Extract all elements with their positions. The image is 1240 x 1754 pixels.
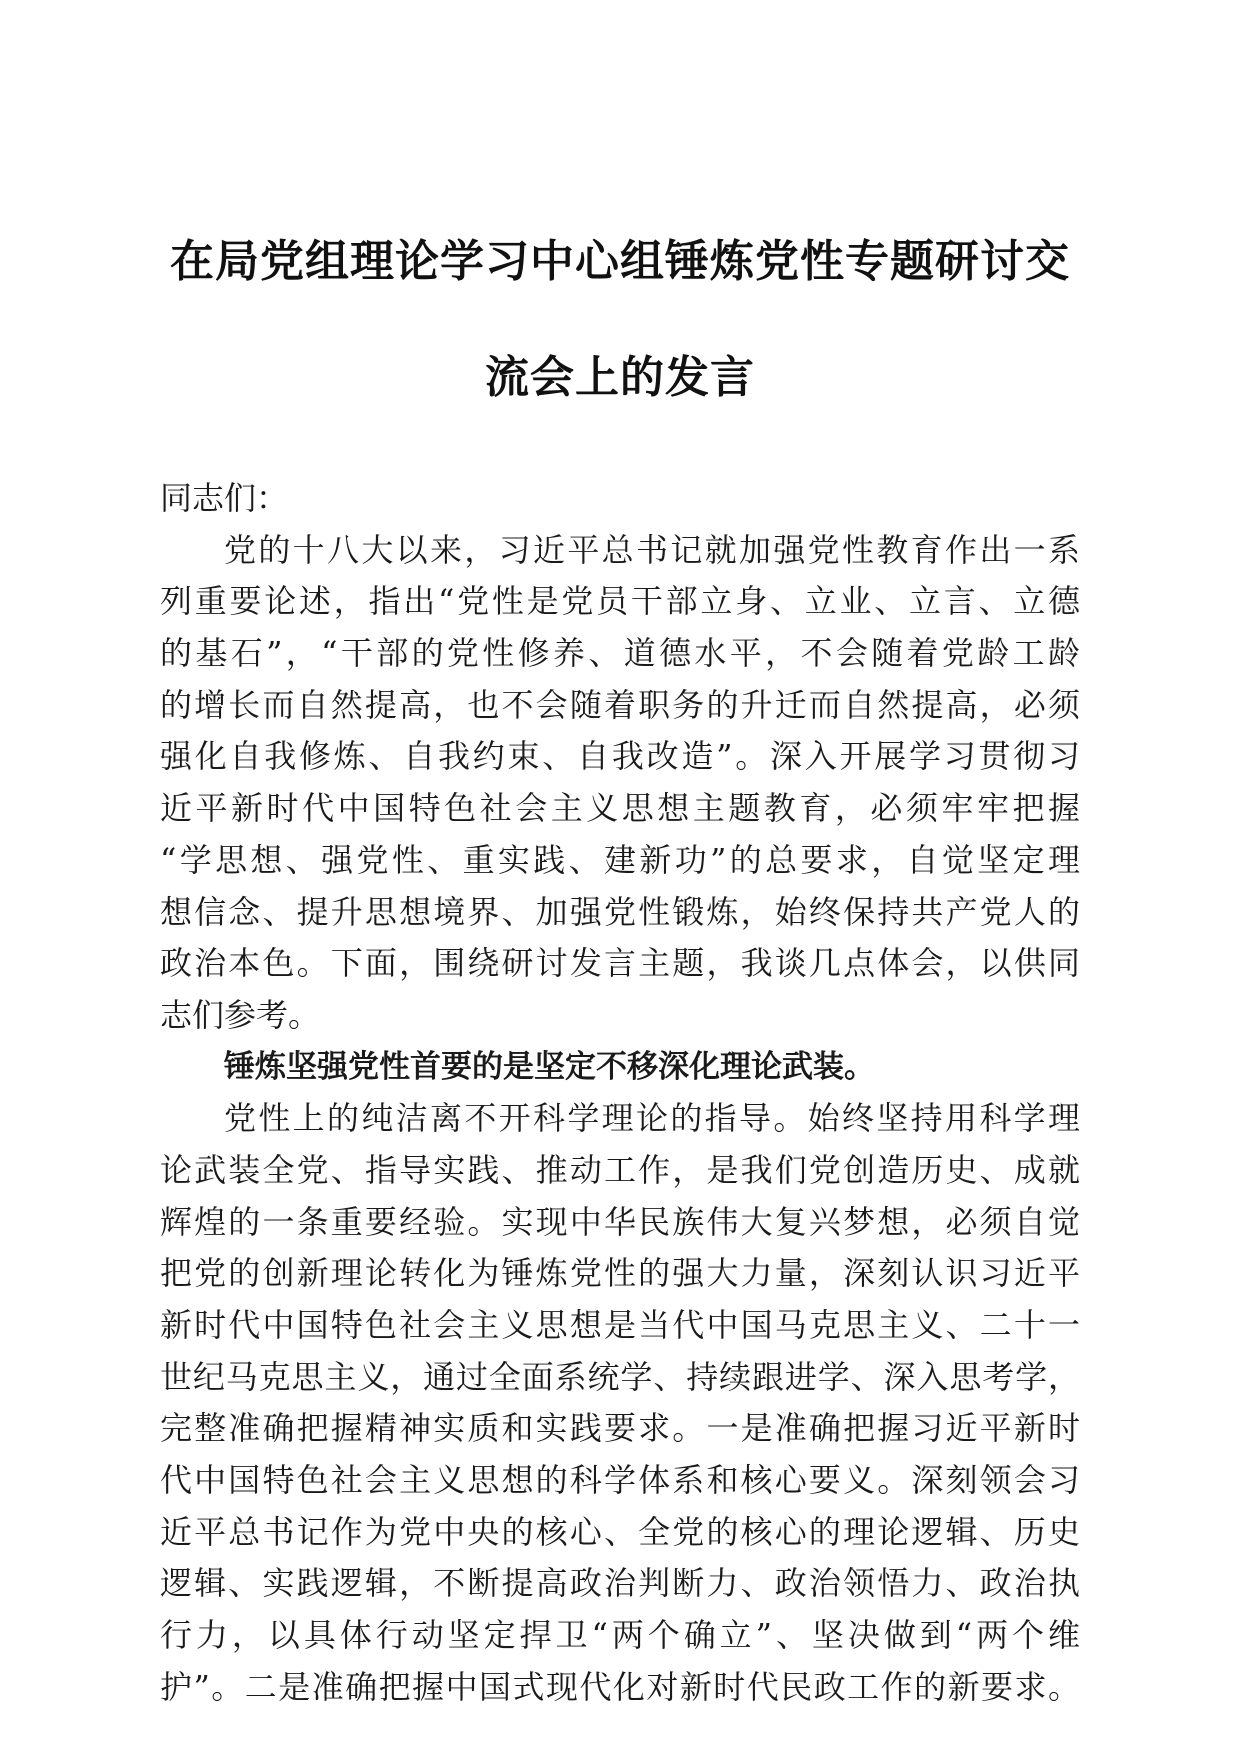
text-line: 行力，以具体行动坚定捍卫“两个确立”、坚决做到“两个维: [160, 1616, 1080, 1655]
text-line: 志们参考。: [160, 995, 321, 1034]
paragraph-1: [160, 525, 1080, 1042]
salutation: 同志们：: [160, 479, 289, 517]
text-line: 世纪马克思主义，通过全面系统学、持续跟进学、深入思考学，: [160, 1357, 1080, 1396]
text-line: 的基石”，“干部的党性修养、道德水平，不会随着党龄工龄: [160, 634, 1080, 673]
text-line: 逻辑、实践逻辑，不断提高政治判断力、政治领悟力、政治执: [160, 1564, 1080, 1603]
text-line: 列重要论述，指出“党性是党员干部立身、立业、立言、立德: [160, 582, 1080, 621]
text-line: 想信念、提升思想境界、加强党性锻炼，始终保持共产党人的: [160, 892, 1080, 931]
text-line: “学思想、强党性、重实践、建新功”的总要求，自觉坚定理: [160, 840, 1080, 879]
text-line: 把党的创新理论转化为锤炼党性的强大力量，深刻认识习近平: [160, 1254, 1080, 1293]
paragraph-2: [160, 1093, 1080, 1713]
text-line: 强化自我修炼、自我约束、自我改造”。深入开展学习贯彻习: [160, 737, 1080, 776]
document-body: [160, 473, 1080, 1714]
text-line: 论武装全党、指导实践、推动工作，是我们党创造历史、成就: [160, 1150, 1080, 1189]
text-line: 辉煌的一条重要经验。实现中华民族伟大复兴梦想，必须自觉: [160, 1202, 1080, 1241]
document-title-line-1: 在局党组理论学习中心组锤炼党性专题研讨交: [170, 236, 1070, 287]
text-line: 完整准确把握精神实质和实践要求。一是准确把握习近平新时: [160, 1409, 1080, 1448]
text-line: 党性上的纯洁离不开科学理论的指导。始终坚持用科学理: [224, 1099, 1080, 1138]
text-line: 代中国特色社会主义思想的科学体系和核心要义。深刻领会习: [160, 1461, 1080, 1500]
text-line: 护”。二是准确把握中国式现代化对新时代民政工作的新要求。: [160, 1667, 1080, 1706]
text-line: 党的十八大以来，习近平总书记就加强党性教育作出一系: [224, 530, 1080, 569]
section-heading: 锤炼坚强党性首要的是坚定不移深化理论武装。: [224, 1048, 875, 1085]
text-line: 近平新时代中国特色社会主义思想主题教育，必须牢牢把握: [160, 789, 1080, 828]
text-line: 近平总书记作为党中央的核心、全党的核心的理论逻辑、历史: [160, 1512, 1080, 1551]
text-line: 新时代中国特色社会主义思想是当代中国马克思主义、二十一: [160, 1306, 1080, 1344]
document-title-line-2: 流会上的发言: [485, 352, 755, 403]
text-line: 政治本色。下面，围绕研讨发言主题，我谈几点体会，以供同: [160, 944, 1080, 983]
text-line: 的增长而自然提高，也不会随着职务的升迁而自然提高，必须: [160, 685, 1080, 724]
